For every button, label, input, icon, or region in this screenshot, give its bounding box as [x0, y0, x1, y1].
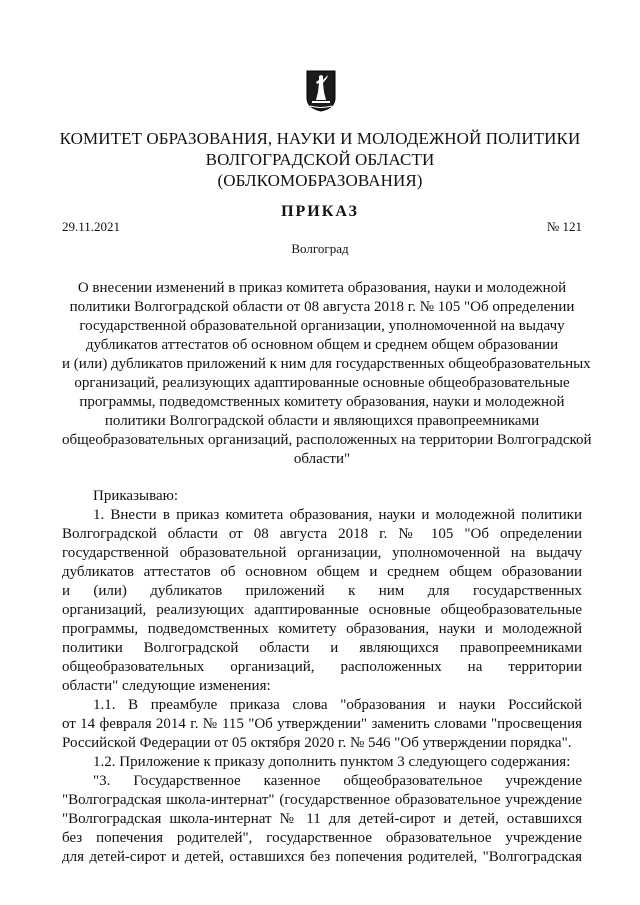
- body-line: 1.1. В преамбуле приказа слова "образования и науки Российской: [93, 697, 582, 713]
- subject-line: политики Волгоградской области и являющихся правопреемниками: [104, 413, 540, 429]
- subject-line: области": [293, 451, 351, 467]
- subject-line: и (или) дубликатов приложений к ним для государственных общеобразовательных: [62, 356, 591, 372]
- body-line: политики Волгоградской области и являющихся правопреемниками: [62, 640, 582, 656]
- org-name-line1: КОМИТЕТ ОБРАЗОВАНИЯ, НАУКИ И МОЛОДЕЖНОЙ ПОЛИТИКИ: [59, 129, 581, 148]
- body-line: Российской Федерации от 05 октября 2020 г. № 546 "Об утверждении порядка".: [62, 735, 572, 751]
- subject-line: О внесении изменений в приказ комитета образования, науки и молодежной: [77, 280, 567, 296]
- document-subject: [62, 279, 592, 469]
- subject-line: политики Волгоградской области от 08 августа 2018 г. № 105 "Об определении: [69, 299, 575, 315]
- document-city: Волгоград: [291, 241, 349, 256]
- body-line: программы, подведомственных комитету образования, науки и молодежной: [62, 621, 582, 637]
- subject-line: программы, подведомственных комитету образования, науки и молодежной: [79, 394, 565, 410]
- body-line: Волгоградской области от 08 августа 2018 г. № 105 "Об определении: [62, 526, 582, 542]
- body-line: от 14 февраля 2014 г. № 115 "Об утверждении" заменить словами "просвещения: [62, 716, 582, 732]
- subject-line: общеобразовательных организаций, расположенных на территории Волгоградской: [62, 432, 592, 448]
- body-line: для детей-сирот и детей, оставшихся без попечения родителей, "Волгоградская: [62, 849, 582, 865]
- subject-line: организаций, реализующих адаптированные основные общеобразовательные: [74, 375, 570, 391]
- body-line: "3. Государственное казенное общеобразовательное учреждение: [93, 773, 582, 789]
- org-name-line2: ВОЛГОГРАДСКОЙ ОБЛАСТИ: [205, 150, 435, 169]
- body-line: организаций, реализующих адаптированные основные общеобразовательные: [62, 602, 582, 618]
- body-line: 1.2. Приложение к приказу дополнить пунктом 3 следующего содержания:: [93, 754, 571, 770]
- body-line: и (или) дубликатов приложений к ним для государственных: [62, 583, 582, 599]
- document-date: 29.11.2021: [62, 219, 121, 234]
- subject-line: государственной образовательной организации, уполномоченной на выдачу: [79, 318, 565, 334]
- document-body: [62, 487, 582, 867]
- body-line: "Волгоградская школа-интернат № 11 для детей-сирот и детей, оставшихся: [62, 811, 582, 827]
- subject-line: дубликатов аттестатов об основном общем и среднем общем образовании: [85, 337, 559, 353]
- body-line: области" следующие изменения:: [62, 678, 271, 694]
- body-line: без попечения родителей", государственное образовательное учреждение: [62, 830, 582, 846]
- body-line: дубликатов аттестатов об основном общем и среднем общем образовании: [62, 564, 582, 580]
- document-number: № 121: [546, 219, 582, 234]
- body-line: государственной образовательной организации, уполномоченной на выдачу: [62, 545, 582, 561]
- volgograd-emblem-icon: [306, 70, 336, 112]
- body-line: 1. Внести в приказ комитета образования, науки и молодежной политики: [93, 507, 582, 523]
- body-line: Приказываю:: [93, 488, 178, 504]
- body-line: "Волгоградская школа-интернат" (государственное образовательное учреждение: [62, 792, 582, 808]
- document-type: ПРИКАЗ: [281, 203, 359, 220]
- body-line: общеобразовательных организаций, расположенных на территории: [62, 659, 582, 675]
- org-abbreviation: (ОБЛКОМОБРАЗОВАНИЯ): [217, 171, 423, 190]
